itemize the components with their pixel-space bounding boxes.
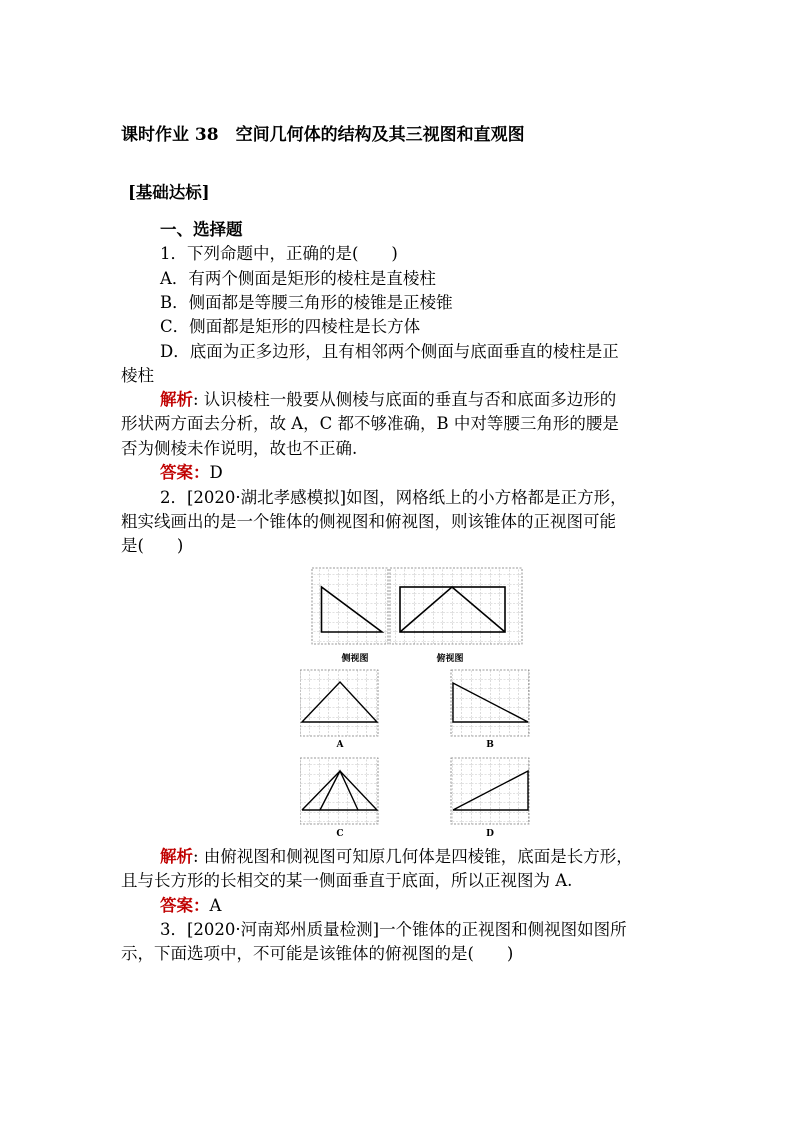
q1-analysis-line-3: 否为侧棱未作说明，故也不正确. (121, 439, 358, 458)
q1-option-b: B．侧面都是等腰三角形的棱锥是正棱锥 (160, 293, 453, 312)
option-b-caption: B (486, 740, 494, 750)
q2-stem-line-3: 是( ) (121, 536, 184, 555)
q2-stem-line-1: 2．[2020·湖北孝感模拟]如图，网格纸上的小方格都是正方形， (160, 488, 627, 507)
q2-analysis (160, 846, 633, 868)
side-view-caption: 侧视图 (341, 654, 369, 664)
answer-label: 答案： (160, 896, 210, 915)
q2-answer-value: A (209, 896, 222, 915)
q3-stem-line-1: 3．[2020·河南郑州质量检测]一个锥体的正视图和侧视图如图所 (160, 920, 627, 939)
page-title: 课时作业 38 空间几何体的结构及其三视图和直观图 (121, 125, 525, 145)
q1-answer (160, 462, 223, 484)
option-c-grid (300, 758, 378, 824)
q2-answer (160, 895, 221, 917)
option-d-caption: D (486, 829, 494, 839)
side-view-grid (312, 568, 388, 644)
analysis-label: 解析 (160, 847, 193, 866)
part-heading: 一、选择题 (160, 220, 243, 239)
q2-stem-line-2: 粗实线画出的是一个锥体的侧视图和俯视图，则该锥体的正视图可能 (121, 512, 616, 531)
q1-analysis-line-2: 形状两方面去分析，故 A，C 都不够准确，B 中对等腰三角形的腰是 (121, 414, 619, 433)
option-a-caption: A (336, 740, 344, 750)
q1-option-d: D．底面为正多边形，且有相邻两个侧面与底面垂直的棱柱是正 (160, 342, 619, 361)
option-d-grid (451, 758, 529, 824)
q1-analysis (160, 389, 616, 411)
option-c-caption: C (336, 829, 344, 839)
top-view-caption: 俯视图 (436, 654, 464, 664)
section-heading: [基础达标] (128, 183, 210, 202)
q2-figure (300, 565, 540, 840)
q1-option-d-continued: 棱柱 (121, 366, 154, 385)
q1-stem: 1．下列命题中，正确的是( ) (160, 244, 398, 263)
option-b-grid (451, 670, 529, 736)
q1-option-a: A．有两个侧面是矩形的棱柱是直棱柱 (160, 269, 436, 288)
analysis-label: 解析 (160, 390, 193, 409)
top-view-grid (390, 568, 522, 644)
answer-label: 答案： (160, 463, 210, 482)
q2-analysis-line-1: : 由俯视图和侧视图可知原几何体是四棱锥，底面是长方形， (193, 847, 633, 866)
q1-option-c: C．侧面都是矩形的四棱柱是长方体 (160, 317, 421, 336)
q1-answer-value: D (209, 463, 223, 482)
q2-analysis-line-2: 且与长方形的长相交的某一侧面垂直于底面，所以正视图为 A. (121, 871, 573, 890)
q1-analysis-line-1: : 认识棱柱一般要从侧棱与底面的垂直与否和底面多边形的 (193, 390, 617, 409)
q3-stem-line-2: 示，下面选项中，不可能是该锥体的俯视图的是( ) (121, 944, 514, 963)
option-a-grid (300, 670, 378, 736)
